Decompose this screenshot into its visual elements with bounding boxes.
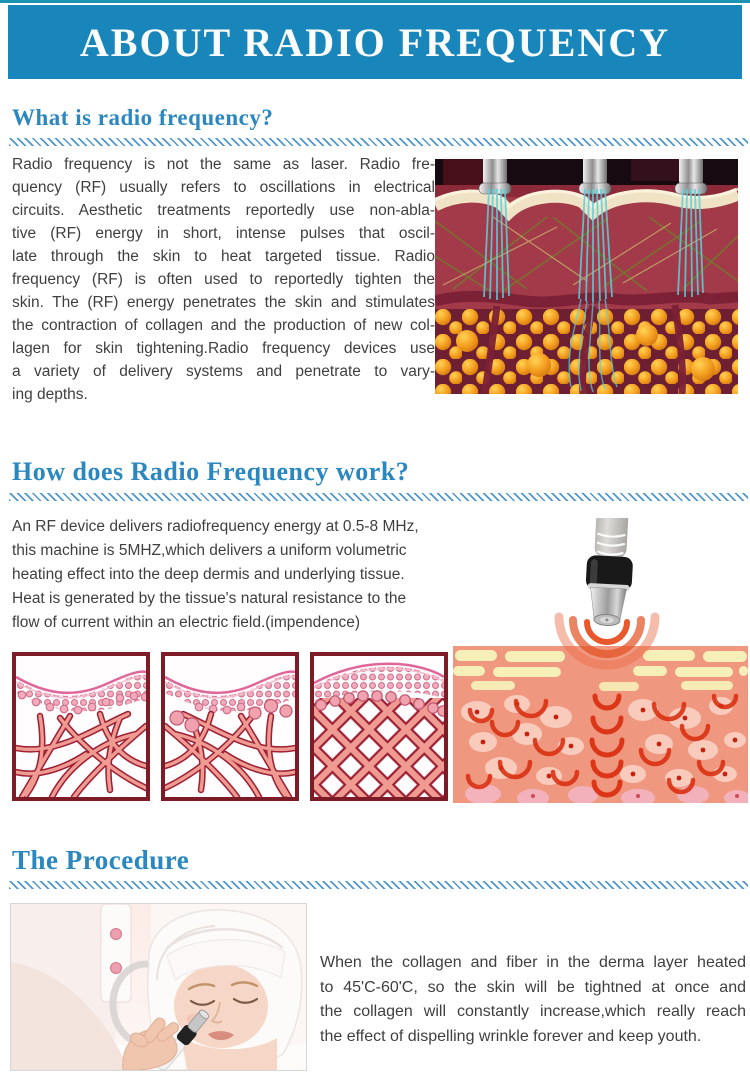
text-line: the contraction of collagen and the production of new col- [12,317,435,334]
page-title: ABOUT RADIO FREQUENCY [79,19,671,65]
text-line: tive (RF) energy in short, intense pulses that oscil- [12,225,435,242]
text-line: heating effect into the deep dermis and underlying tissue. [12,566,405,583]
section-divider [9,493,748,501]
text-line: late through the skin to heat targeted tissue. Radio [12,248,435,265]
text-line: An RF device delivers radiofrequency energy at 0.5-8 MHz, [12,518,419,535]
text-line: a variety of delivery systems and penetrate to vary- [12,363,435,380]
section-procedure-content [10,903,750,1071]
text-line: Heat is generated by the tissue's natural resistance to the [12,590,407,607]
section-how-content [12,515,750,803]
text-line: the collagen will constantly increase,which really reach [320,1003,746,1020]
top-accent-bar [0,0,750,3]
text-line: this machine is 5MHZ,which delivers a uniform volumetric [12,542,407,559]
paragraph-what-is-rf [12,153,435,406]
text-line: Radio frequency is not the same as laser. Radio fre- [12,156,435,173]
rf-device-on-skin-illustration [453,518,748,803]
text-line: When the collagen and fiber in the derma layer heated [320,954,746,971]
text-line: lagen for skin tightening.Radio frequency devices use [12,340,435,357]
collagen-diagram-loose [12,652,150,801]
paragraph-procedure [320,903,746,1071]
paragraph-how-rf-works [12,515,448,635]
patient-face [167,940,285,1070]
skin-cross-section [453,646,748,803]
section-divider [9,138,748,146]
section-divider [9,881,748,889]
section-what-content [12,153,738,406]
text-line: flow of current within an electric field.(impendence) [12,614,361,631]
skin-layers-3d-illustration [435,159,738,406]
collagen-diagram-tightened [310,652,448,801]
section-heading-what-is-rf: What is radio frequency? [12,105,274,130]
text-line: the effect of dispelling wrinkle forever and keep youth. [320,1027,702,1045]
collagen-diagrams [12,652,448,801]
collagen-diagram-contracting [161,652,299,801]
section-heading-procedure: The Procedure [12,845,190,875]
text-line: circuits. Aesthetic treatments reportedly use non-abla- [12,202,435,219]
section-heading-how-rf-works: How does Radio Frequency work? [12,457,410,486]
text-line: skin. The (RF) energy penetrates the skin and stimulates [12,294,435,311]
text-line: frequency (RF) is often used to reportedly tighten the [12,271,435,288]
title-banner [8,5,742,79]
treatment-photo [10,903,307,1071]
text-line: to 45'C-60'C, so the skin will be tightned at once and [320,978,746,996]
text-line: ing depths. [12,386,88,403]
text-line: quency (RF) usually refers to oscillations in electrical [12,179,435,196]
